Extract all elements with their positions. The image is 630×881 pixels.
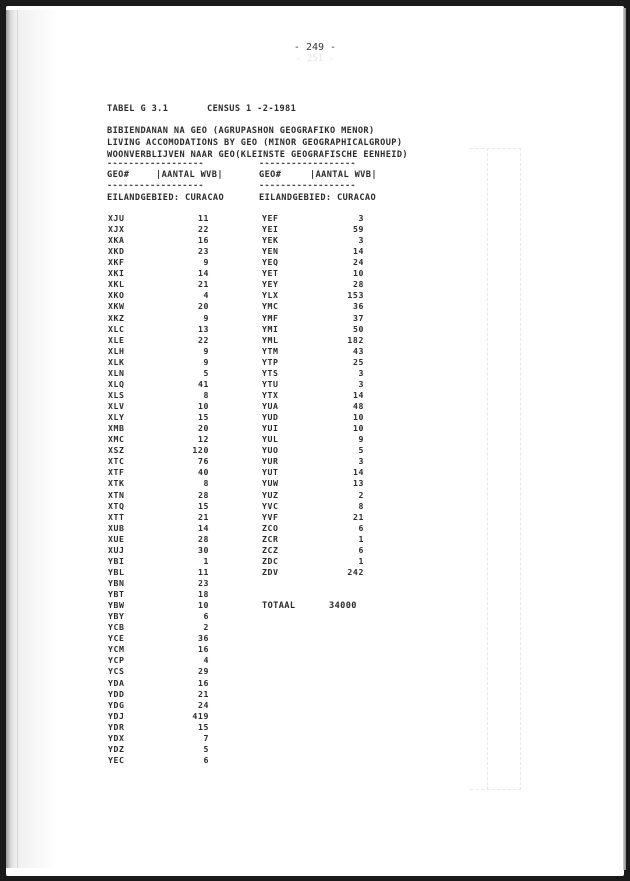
table-row-geo-code: YCM: [108, 644, 125, 655]
table-row-count: 20: [197, 301, 209, 312]
bleed-through-page-number: - 251 -: [296, 54, 334, 64]
header-rule-left: ------------------: [107, 159, 204, 169]
table-row-geo-code: YBT: [108, 589, 125, 600]
table-row-count: 7: [203, 732, 209, 743]
table-row-geo-code: XTF: [108, 467, 125, 478]
table-row-geo-code: YUT: [262, 467, 279, 478]
table-row-geo-code: YEN: [262, 246, 279, 257]
table-row-geo-code: ZCO: [262, 522, 279, 533]
table-row-geo-code: XLC: [108, 323, 125, 334]
table-row-geo-code: XUJ: [108, 544, 125, 555]
table-row-geo-code: YTP: [262, 356, 279, 367]
table-row-geo-code: YLX: [262, 290, 279, 301]
table-row-geo-code: XKZ: [108, 312, 125, 323]
table-row-geo-code: XUE: [108, 533, 125, 544]
table-row-count: 29: [197, 666, 209, 677]
table-row-geo-code: YEQ: [262, 257, 279, 268]
table-row-geo-code: YDX: [108, 732, 125, 743]
column-header-geo-right: GEO#: [259, 170, 282, 180]
table-row-count: 25: [352, 356, 364, 367]
table-row-count: 10: [197, 600, 209, 611]
table-row-count: 242: [347, 566, 364, 577]
table-row-geo-code: XKI: [108, 268, 125, 279]
table-row-geo-code: YBY: [108, 611, 125, 622]
table-row-geo-code: YVF: [262, 511, 279, 522]
table-row-geo-code: YUL: [262, 434, 279, 445]
table-row-count: 20: [197, 423, 209, 434]
table-row-count: 22: [197, 224, 209, 235]
table-row-count: 15: [197, 721, 209, 732]
table-row-count: 37: [352, 312, 364, 323]
table-row-geo-code: XKW: [108, 301, 125, 312]
title-dutch: WOONVERBLIJVEN NAAR GEO(KLEINSTE GEOGRAFISCHE EENHEID): [107, 150, 408, 160]
table-row-geo-code: YBN: [108, 577, 125, 588]
page-right-edge: [623, 8, 626, 870]
table-row-geo-code: ZDC: [262, 555, 279, 566]
table-row-count: 10: [352, 412, 364, 423]
table-id: TABEL G 3.1: [107, 104, 169, 114]
header-rule-right-2: ------------------: [259, 181, 356, 191]
table-row-count: 14: [352, 389, 364, 400]
table-row-count: 14: [352, 246, 364, 257]
table-row-geo-code: ZCZ: [262, 544, 279, 555]
table-row-geo-code: XLE: [108, 334, 125, 345]
table-row-count: 21: [352, 511, 364, 522]
table-row-geo-code: YTX: [262, 389, 279, 400]
table-row-geo-code: YUW: [262, 478, 279, 489]
table-row-geo-code: XJX: [108, 224, 125, 235]
table-row-geo-code: XTK: [108, 478, 125, 489]
table-row-geo-code: YDR: [108, 721, 125, 732]
table-row-geo-code: YUI: [262, 423, 279, 434]
table-row-count: 120: [192, 445, 209, 456]
table-row-count: 6: [203, 611, 209, 622]
table-row-geo-code: XKL: [108, 279, 125, 290]
table-row-count: 1: [358, 555, 364, 566]
table-row-count: 30: [197, 544, 209, 555]
table-row-geo-code: YMC: [262, 301, 279, 312]
table-row-geo-code: YMF: [262, 312, 279, 323]
table-row-count: 13: [352, 478, 364, 489]
table-row-geo-code: XLY: [108, 412, 125, 423]
table-row-count: 8: [358, 500, 364, 511]
table-row-count: 10: [352, 423, 364, 434]
table-row-geo-code: YEI: [262, 224, 279, 235]
table-row-geo-code: XMC: [108, 434, 125, 445]
table-row-count: 59: [352, 224, 364, 235]
table-row-count: 36: [197, 633, 209, 644]
page-binding-edge: [6, 10, 18, 868]
table-row-geo-code: YCP: [108, 655, 125, 666]
table-row-count: 3: [358, 213, 364, 223]
table-row-geo-code: XKA: [108, 235, 125, 246]
table-row-geo-code: XTQ: [108, 500, 125, 511]
table-row-count: 48: [352, 401, 364, 412]
table-row-geo-code: XKF: [108, 257, 125, 268]
column-header-count-left: |AANTAL WVB|: [156, 170, 223, 180]
table-row-count: 40: [197, 467, 209, 478]
table-row-count: 10: [197, 401, 209, 412]
table-row-geo-code: YCE: [108, 633, 125, 644]
table-row-count: 2: [358, 489, 364, 500]
column-header-geo-left: GEO#: [107, 170, 130, 180]
table-row-geo-code: XTN: [108, 489, 125, 500]
table-row-geo-code: XUB: [108, 522, 125, 533]
table-row-count: 3: [358, 235, 364, 246]
table-row-count: 11: [197, 566, 209, 577]
table-row-geo-code: YDG: [108, 699, 125, 710]
table-row-count: 28: [197, 489, 209, 500]
table-row-geo-code: YDZ: [108, 743, 125, 754]
table-row-count: 11: [197, 213, 209, 223]
table-row-geo-code: XLQ: [108, 378, 125, 389]
table-row-geo-code: XLS: [108, 389, 125, 400]
table-row-count: 76: [197, 456, 209, 467]
table-row-geo-code: YTU: [262, 378, 279, 389]
table-row-count: 10: [352, 268, 364, 279]
table-row-geo-code: YET: [262, 268, 279, 279]
table-row-geo-code: ZCR: [262, 533, 279, 544]
document-page: [6, 6, 624, 876]
table-row-count: 28: [197, 533, 209, 544]
table-row-count: 14: [197, 268, 209, 279]
table-row-geo-code: YTS: [262, 367, 279, 378]
header-rule-right: ------------------: [259, 159, 356, 169]
table-row-count: 15: [197, 412, 209, 423]
table-row-count: 3: [358, 378, 364, 389]
table-row-count: 419: [192, 710, 209, 721]
table-row-geo-code: YVC: [262, 500, 279, 511]
table-row-count: 41: [197, 378, 209, 389]
table-row-count: 50: [352, 323, 364, 334]
total-label: TOTAAL: [262, 601, 296, 611]
table-row-geo-code: YBL: [108, 566, 125, 577]
table-row-geo-code: ZDV: [262, 566, 279, 577]
table-row-count: 153: [347, 290, 364, 301]
table-row-count: 1: [358, 533, 364, 544]
table-row-geo-code: YUA: [262, 401, 279, 412]
table-row-count: 8: [203, 389, 209, 400]
table-row-count: 13: [197, 323, 209, 334]
table-row-count: 6: [358, 544, 364, 555]
table-row-count: 5: [358, 445, 364, 456]
table-row-geo-code: XTT: [108, 511, 125, 522]
table-row-geo-code: YUZ: [262, 489, 279, 500]
table-row-count: 24: [352, 257, 364, 268]
census-date: CENSUS 1 -2-1981: [207, 104, 297, 114]
title-papiamentu: BIBIENDANAN NA GEO (AGRUPASHON GEOGRAFIKO MENOR): [107, 126, 375, 136]
table-row-count: 9: [203, 312, 209, 323]
table-row-count: 15: [197, 500, 209, 511]
table-row-count: 18: [197, 589, 209, 600]
table-row-count: 12: [197, 434, 209, 445]
table-row-count: 5: [203, 743, 209, 754]
table-row-count: 3: [358, 367, 364, 378]
table-row-count: 24: [197, 699, 209, 710]
table-row-count: 43: [352, 345, 364, 356]
region-label-right: EILANDGEBIED: CURACAO: [259, 193, 377, 203]
table-row-geo-code: YCB: [108, 622, 125, 633]
table-row-count: 16: [197, 677, 209, 688]
table-row-geo-code: YBW: [108, 600, 125, 611]
table-row-count: 4: [203, 290, 209, 301]
table-row-count: 9: [203, 257, 209, 268]
table-row-count: 9: [203, 356, 209, 367]
table-row-count: 23: [197, 246, 209, 257]
table-row-geo-code: YUO: [262, 445, 279, 456]
table-row-geo-code: YBI: [108, 555, 125, 566]
table-row-geo-code: YUD: [262, 412, 279, 423]
table-row-count: 6: [358, 522, 364, 533]
table-row-count: 3: [358, 456, 364, 467]
table-row-geo-code: XTC: [108, 456, 125, 467]
table-row-count: 21: [197, 511, 209, 522]
table-row-count: 14: [197, 522, 209, 533]
table-row-geo-code: XLK: [108, 356, 125, 367]
table-row-count: 22: [197, 334, 209, 345]
header-rule-left-2: ------------------: [107, 181, 204, 191]
table-row-geo-code: XKD: [108, 246, 125, 257]
table-row-count: 8: [203, 478, 209, 489]
table-row-geo-code: YEK: [262, 235, 279, 246]
table-row-geo-code: YEC: [108, 754, 125, 765]
table-row-count: 9: [203, 345, 209, 356]
table-row-count: 5: [203, 367, 209, 378]
total-value: 34000: [329, 601, 357, 611]
table-row-count: 16: [197, 644, 209, 655]
table-row-geo-code: YEF: [262, 213, 279, 223]
table-row-geo-code: XLH: [108, 345, 125, 356]
page-number: - 249 -: [293, 42, 337, 53]
table-row-geo-code: YDA: [108, 677, 125, 688]
table-row-geo-code: YML: [262, 334, 279, 345]
page-shadow: [18, 10, 58, 868]
table-row-geo-code: XLV: [108, 401, 125, 412]
title-english: LIVING ACCOMODATIONS BY GEO (MINOR GEOGRAPHICALGROUP): [107, 138, 403, 148]
table-row-geo-code: YCS: [108, 666, 125, 677]
table-row-count: 182: [347, 334, 364, 345]
table-row-geo-code: YUR: [262, 456, 279, 467]
table-row-geo-code: YMI: [262, 323, 279, 334]
table-row-geo-code: XJU: [108, 213, 125, 223]
table-row-count: 21: [197, 688, 209, 699]
table-row-geo-code: YDD: [108, 688, 125, 699]
table-row-geo-code: XKO: [108, 290, 125, 301]
table-row-geo-code: YTM: [262, 345, 279, 356]
table-row-count: 16: [197, 235, 209, 246]
table-row-count: 4: [203, 655, 209, 666]
table-row-count: 2: [203, 622, 209, 633]
table-row-count: 14: [352, 467, 364, 478]
table-row-count: 23: [197, 577, 209, 588]
table-row-geo-code: XLN: [108, 367, 125, 378]
table-row-count: 21: [197, 279, 209, 290]
bleed-through-frame: [487, 148, 521, 790]
column-header-count-right: |AANTAL WVB|: [310, 170, 377, 180]
table-row-geo-code: YDJ: [108, 710, 125, 721]
table-row-count: 28: [352, 279, 364, 290]
table-row-count: 36: [352, 301, 364, 312]
table-row-count: 9: [358, 434, 364, 445]
region-label-left: EILANDGEBIED: CURACAO: [107, 193, 225, 203]
table-row-count: 1: [203, 555, 209, 566]
table-row-geo-code: XSZ: [108, 445, 125, 456]
bleed-through-frame: [470, 148, 484, 790]
table-row-count: 6: [203, 754, 209, 765]
table-row-geo-code: XMB: [108, 423, 125, 434]
table-row-geo-code: YEY: [262, 279, 279, 290]
